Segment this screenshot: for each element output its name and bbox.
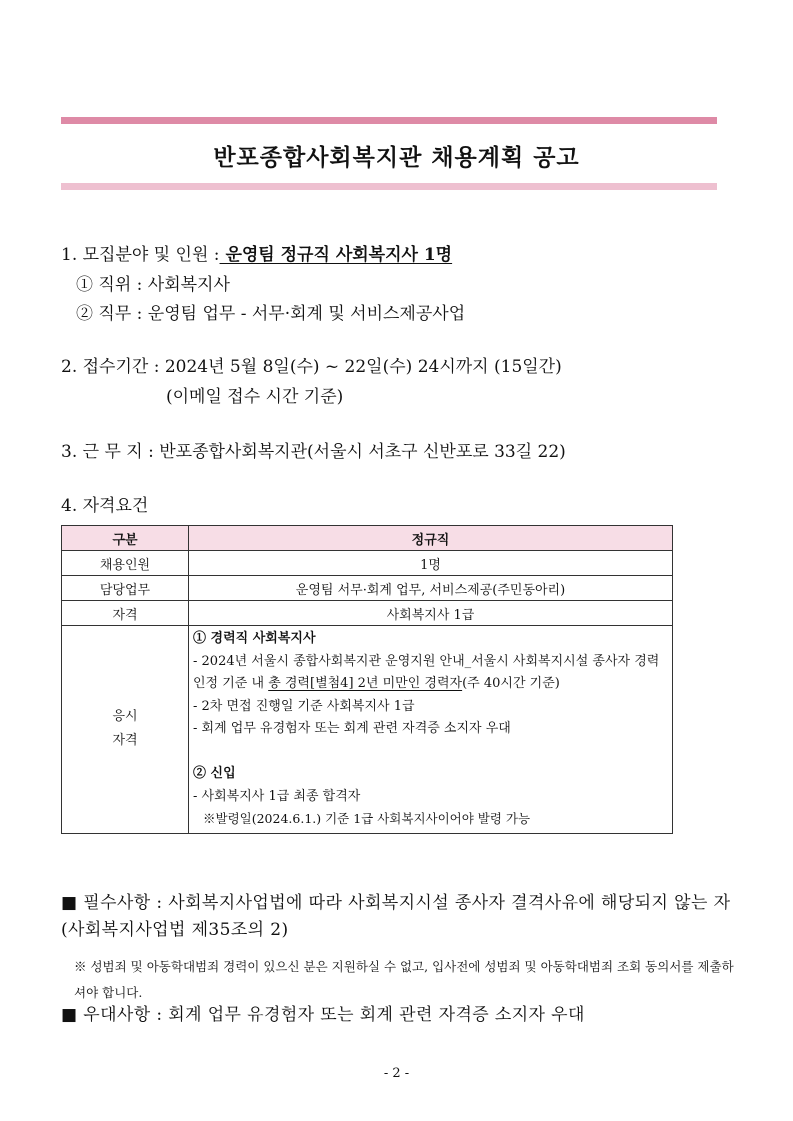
table-header-cell: 구분 [62,526,189,551]
section3-location: 3. 근 무 지 : 반포종합사회복지관(서울시 서초구 신반포로 33길 22) [61,442,566,462]
row-label: 담당업무 [62,576,189,601]
table-row [62,576,673,601]
section1-heading [61,240,452,265]
header-top-bar [61,117,717,124]
table-row [62,601,673,626]
row-value: 사회복지사 1급 [189,601,673,626]
required-note: ※ 성범죄 및 아동학대범죄 경력이 있으신 분은 지원하실 수 없고, 입사전에 성범죄 및 아동학대범죄 조회 동의서를 제출하셔야 합니다. [74,959,734,1000]
exam-label-line1: 응시 [112,709,138,725]
career-criteria-tail: (주 40시간 기준) [462,676,560,691]
row-value: 운영팀 서무·회계 업무, 서비스제공(주민동아리) [189,576,673,601]
page-title: 반포종합사회복지관 채용계획 공고 [213,144,580,171]
row-label-exam [62,626,189,834]
exam-label-line2: 자격 [112,733,138,749]
row-label: 자격 [62,601,189,626]
career-title: ① 경력직 사회복지사 [193,631,316,646]
section1-heading-value: 운영팀 정규직 사회복지사 1명 [219,245,453,265]
new-note: ※발령일(2024.6.1.) 기준 1급 사회복지사이어야 발령 가능 [203,811,531,826]
preferred-items: ■ 우대사항 : 회계 업무 유경험자 또는 회계 관련 자격증 소지자 우대 [61,1005,585,1025]
table-header-cell: 정규직 [189,526,673,551]
career-license: - 2차 면접 진행일 기준 사회복지사 1급 [193,698,415,714]
table-row [62,551,673,576]
section1-item-position: ① 직위 : 사회복지사 [76,275,230,295]
qualification-table [61,525,673,834]
table-row-exam [62,626,673,834]
section1-heading-prefix: 1. 모집분야 및 인원 : [61,245,220,265]
section1-item-duty: ② 직무 : 운영팀 업무 - 서무·회계 및 서비스제공사업 [76,304,466,324]
row-value: 1명 [189,551,673,576]
career-criteria-underlined: 총 경력[별첨4] 2년 미만인 경력자 [268,676,463,691]
career-criteria-text: - 2024년 서울시 종합사회복지관 운영지원 안내_서울시 사회복지시설 종사자 경력인정 기준 내 [193,653,660,691]
required-items: ■ 필수사항 : 사회복지사업법에 따라 사회복지시설 종사자 결격사유에 해당되지 않는 자(사회복지사업법 제35조의 2) [61,893,731,940]
header-bottom-bar [61,183,717,190]
spacer [193,741,668,764]
section2-note: (이메일 접수 시간 기준) [166,387,344,407]
row-label: 채용인원 [62,551,189,576]
section2-period: 2. 접수기간 : 2024년 5월 8일(수) ~ 22일(수) 24시까지 (15일간) [61,357,562,377]
career-preference: - 회계 업무 유경험자 또는 회계 관련 자격증 소지자 우대 [193,721,511,736]
new-requirement: - 사회복지사 1급 최종 합격자 [193,788,361,804]
exam-requirements [189,626,673,834]
section4-heading: 4. 자격요건 [61,496,149,516]
table-header-row [62,526,673,551]
page-number: - 2 - [383,1066,410,1081]
career-criteria [193,651,668,696]
new-title: ② 신입 [193,766,236,781]
